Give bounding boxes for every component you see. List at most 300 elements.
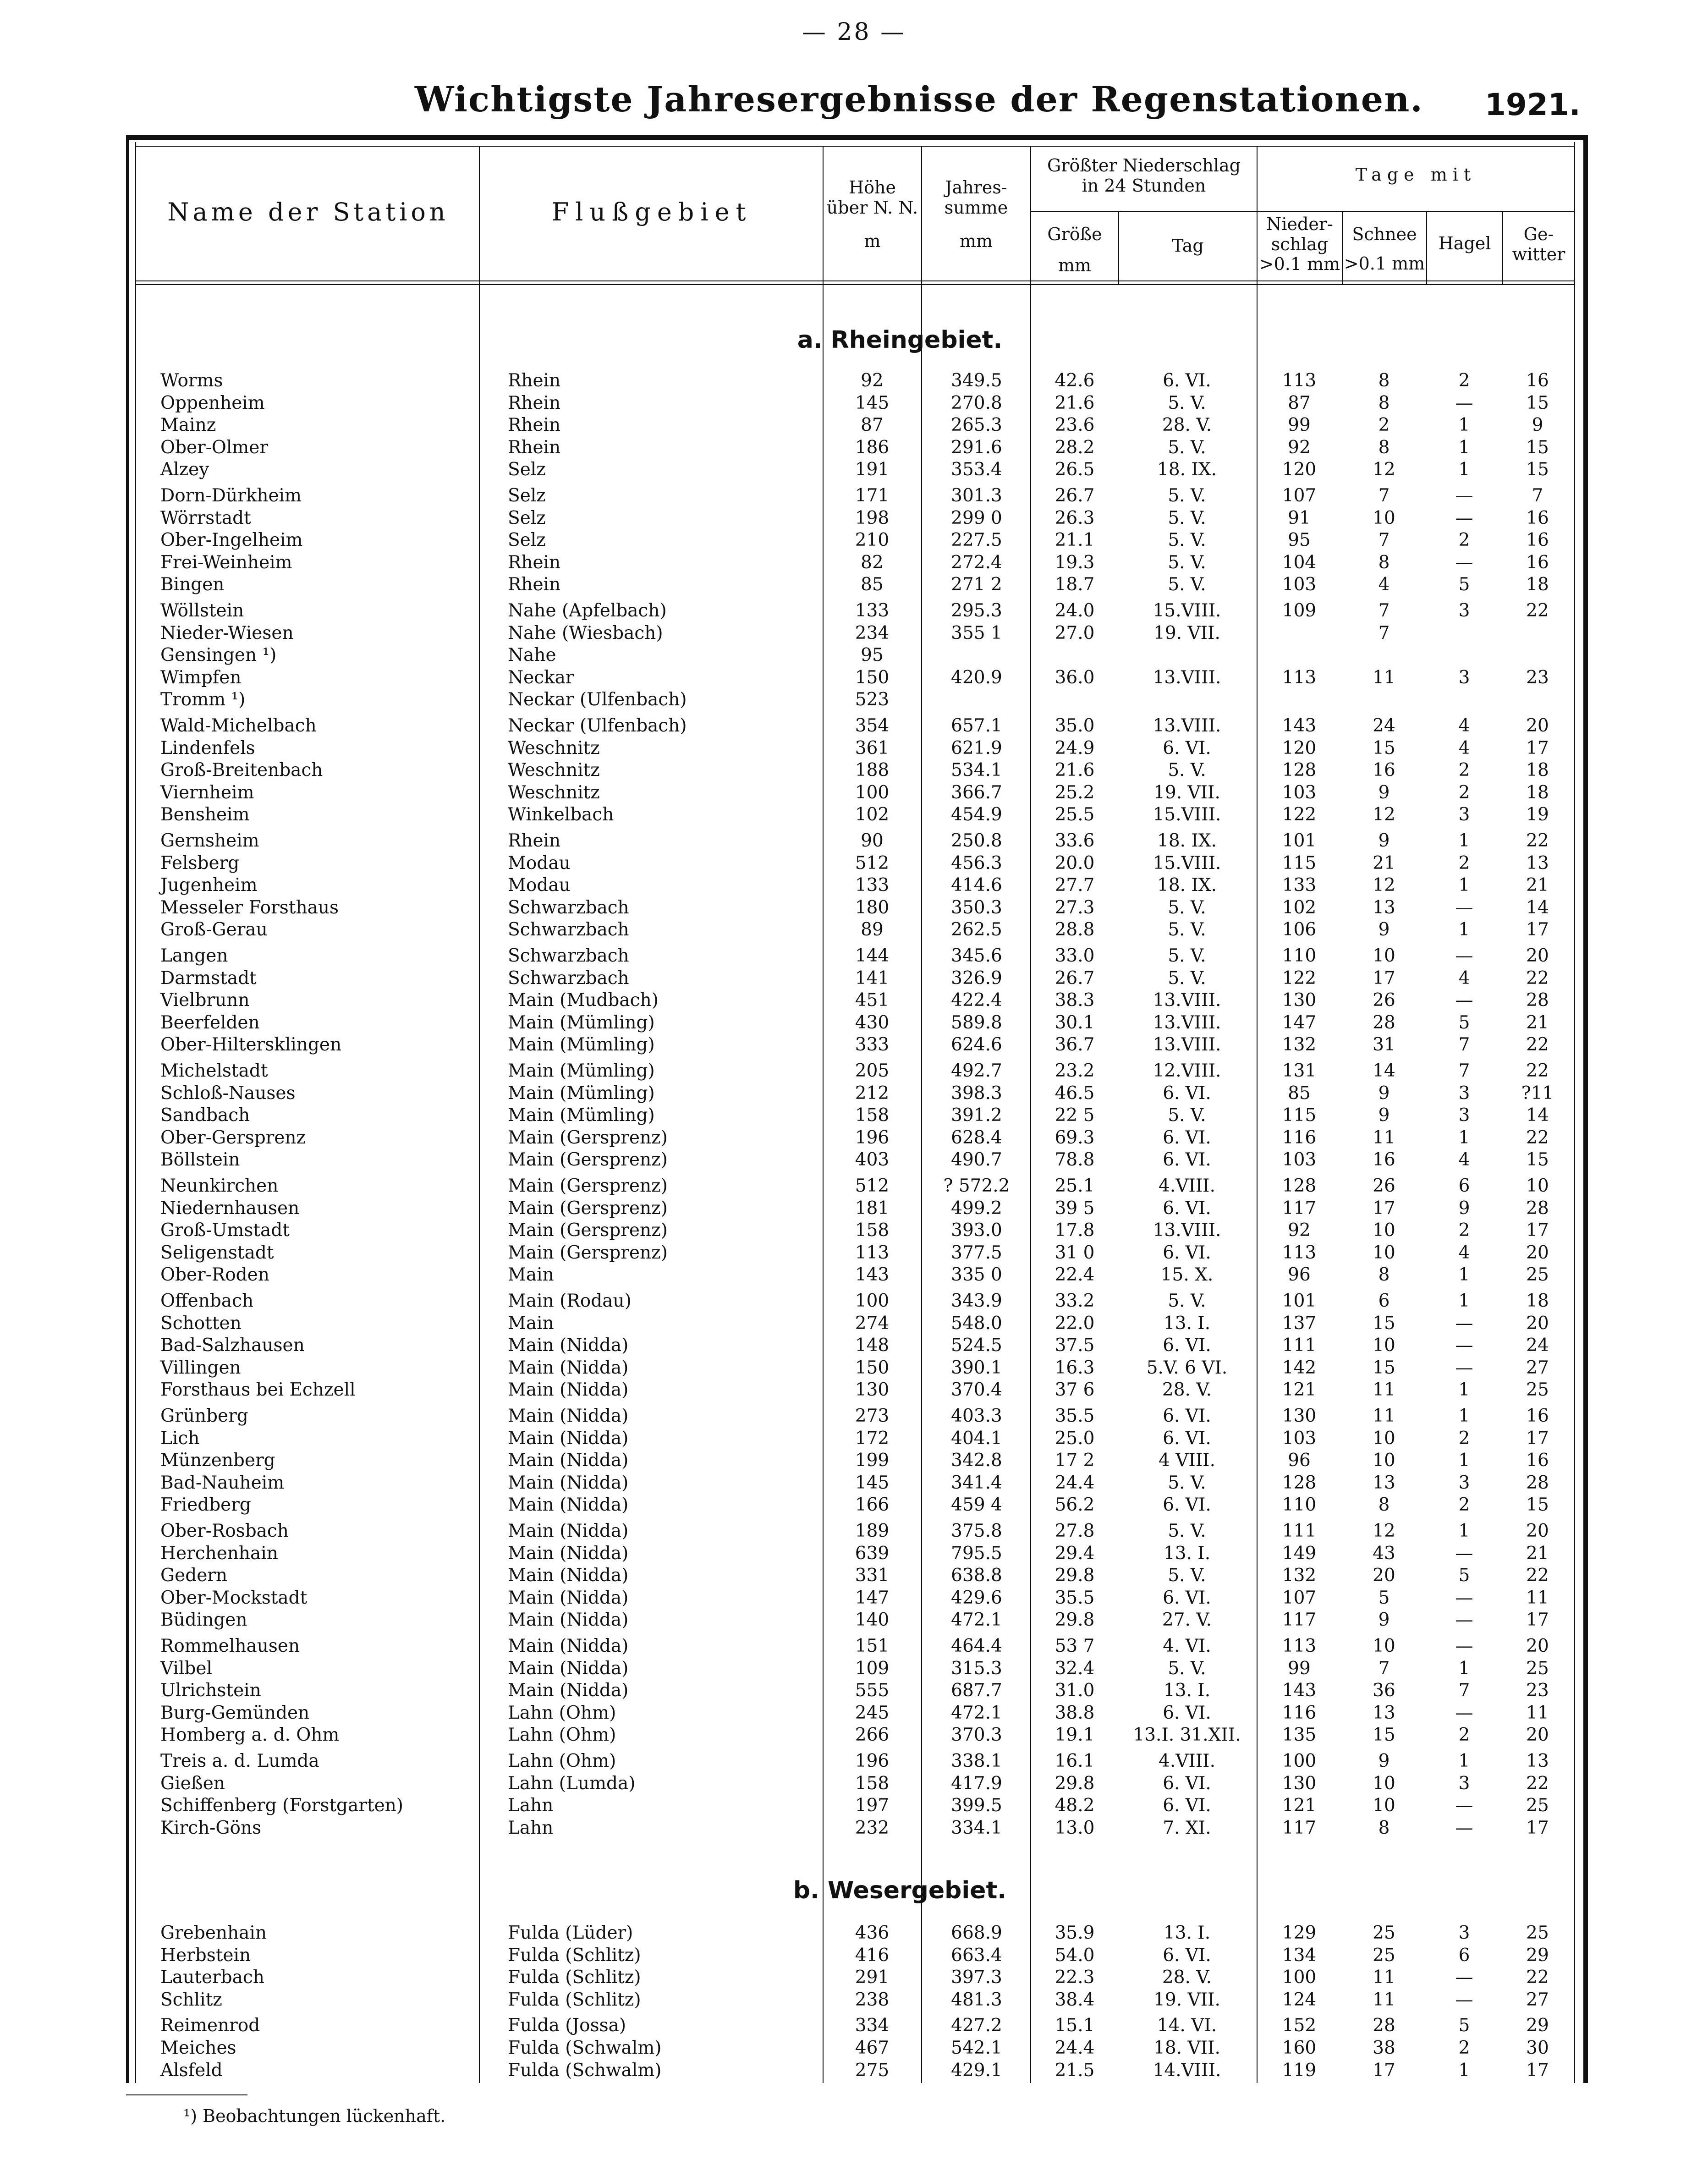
cell-flussgebiet: Neckar (Ulfenbach) bbox=[508, 689, 687, 710]
cell-niederschlag-tage: 110 bbox=[1282, 945, 1317, 966]
cell-schnee-tage: 17 bbox=[1373, 1198, 1395, 1219]
cell-hagel-tage: — bbox=[1455, 1357, 1473, 1378]
cell-station-name: Vilbel bbox=[160, 1658, 212, 1679]
cell-schnee-tage: 7 bbox=[1378, 530, 1390, 551]
cell-schnee-tage: 11 bbox=[1373, 1406, 1395, 1426]
cell-tag: 6. VI. bbox=[1163, 1406, 1211, 1426]
cell-tag: 15.VIII. bbox=[1153, 600, 1221, 621]
cell-groesse: 16.1 bbox=[1054, 1751, 1095, 1771]
cell-station-name: Rommelhausen bbox=[160, 1636, 300, 1656]
cell-hagel-tage: 1 bbox=[1458, 1658, 1470, 1679]
cell-tag: 5. V. bbox=[1168, 437, 1206, 458]
cell-groesse: 22.4 bbox=[1054, 1264, 1095, 1286]
cell-jahressumme: 265.3 bbox=[951, 415, 1002, 436]
cell-tag: 7. XI. bbox=[1163, 1817, 1211, 1838]
table-row bbox=[0, 715, 1708, 737]
cell-groesse: 19.3 bbox=[1054, 552, 1095, 573]
cell-gewitter-tage: 17 bbox=[1526, 1220, 1549, 1241]
cell-niederschlag-tage: 121 bbox=[1282, 1795, 1317, 1816]
cell-hoehe: 113 bbox=[855, 1242, 890, 1263]
cell-tag: 5. V. bbox=[1168, 945, 1206, 966]
cell-flussgebiet: Fulda (Schlitz) bbox=[508, 1945, 641, 1966]
cell-jahressumme: 481.3 bbox=[951, 1989, 1002, 2010]
header-schnee-line1: Schnee bbox=[1352, 224, 1417, 244]
cell-gewitter-tage: 14 bbox=[1526, 897, 1549, 918]
header-tag: Tag bbox=[1172, 236, 1204, 256]
cell-flussgebiet: Nahe (Apfelbach) bbox=[508, 600, 667, 621]
cell-gewitter-tage: ?11 bbox=[1521, 1083, 1554, 1104]
cell-jahressumme: 548.0 bbox=[951, 1313, 1002, 1334]
cell-niederschlag-tage: 100 bbox=[1282, 1751, 1317, 1771]
cell-tag: 5. V. bbox=[1168, 552, 1206, 573]
cell-flussgebiet: Modau bbox=[508, 852, 571, 874]
cell-gewitter-tage: 28 bbox=[1526, 1472, 1549, 1493]
cell-schnee-tage: 10 bbox=[1373, 1773, 1395, 1794]
cell-tag: 18. VII. bbox=[1153, 2038, 1220, 2058]
cell-flussgebiet: Weschnitz bbox=[508, 737, 600, 758]
table-row bbox=[0, 1473, 1708, 1495]
header-schnee bbox=[1343, 225, 1426, 274]
cell-jahressumme: 227.5 bbox=[951, 530, 1002, 551]
cell-hoehe: 158 bbox=[855, 1105, 890, 1126]
cell-hagel-tage: 6 bbox=[1458, 1945, 1470, 1966]
cell-station-name: Dorn-Dürkheim bbox=[160, 485, 302, 506]
header-sub-rule bbox=[1030, 211, 1257, 212]
cell-tag: 5. V. bbox=[1168, 760, 1206, 781]
cell-hoehe: 234 bbox=[855, 622, 890, 643]
cell-jahressumme: 456.3 bbox=[951, 852, 1002, 874]
cell-niederschlag-tage: 142 bbox=[1282, 1357, 1317, 1378]
cell-schnee-tage: 12 bbox=[1373, 875, 1395, 896]
cell-gewitter-tage: 10 bbox=[1526, 1176, 1549, 1196]
cell-jahressumme: 657.1 bbox=[951, 715, 1002, 736]
cell-schnee-tage: 8 bbox=[1378, 437, 1390, 458]
header-groesster-niederschlag bbox=[1031, 156, 1257, 196]
cell-jahressumme: 335 0 bbox=[951, 1264, 1002, 1286]
cell-groesse: 33.2 bbox=[1054, 1291, 1095, 1311]
table-row bbox=[0, 1242, 1708, 1264]
cell-station-name: Darmstadt bbox=[160, 967, 257, 989]
cell-groesse: 21.6 bbox=[1054, 392, 1095, 413]
cell-gewitter-tage: 20 bbox=[1526, 1313, 1549, 1334]
cell-station-name: Bensheim bbox=[160, 804, 250, 825]
cell-groesse: 37 6 bbox=[1054, 1380, 1095, 1401]
cell-hoehe: 186 bbox=[855, 437, 890, 458]
table-row bbox=[0, 1818, 1708, 1840]
header-nied-line3: >0.1 mm bbox=[1259, 254, 1340, 275]
cell-jahressumme: 315.3 bbox=[951, 1658, 1002, 1679]
cell-hagel-tage: 3 bbox=[1458, 1472, 1470, 1493]
cell-niederschlag-tage: 113 bbox=[1282, 1242, 1317, 1263]
cell-hoehe: 144 bbox=[855, 945, 890, 966]
cell-tag: 5. V. bbox=[1168, 1472, 1206, 1493]
cell-gewitter-tage: 22 bbox=[1526, 967, 1549, 989]
cell-hoehe: 172 bbox=[855, 1428, 890, 1449]
page-number: — 28 — bbox=[802, 18, 906, 46]
cell-station-name: Bad-Nauheim bbox=[160, 1472, 285, 1493]
cell-groesse: 29.8 bbox=[1054, 1565, 1095, 1586]
cell-groesse: 16.3 bbox=[1054, 1357, 1095, 1378]
cell-station-name: Seligenstadt bbox=[160, 1242, 274, 1263]
cell-hoehe: 555 bbox=[855, 1680, 890, 1701]
cell-station-name: Wörrstadt bbox=[160, 507, 251, 528]
cell-gewitter-tage: 21 bbox=[1526, 1543, 1549, 1564]
cell-tag: 5. V. bbox=[1168, 1291, 1206, 1311]
cell-hagel-tage: 1 bbox=[1458, 1127, 1470, 1148]
cell-hoehe: 109 bbox=[855, 1658, 890, 1679]
table-row bbox=[0, 2038, 1708, 2060]
cell-gewitter-tage: 15 bbox=[1526, 437, 1549, 458]
cell-hagel-tage: — bbox=[1455, 945, 1473, 966]
cell-station-name: Vielbrunn bbox=[160, 990, 250, 1011]
cell-gewitter-tage: 22 bbox=[1526, 1127, 1549, 1148]
cell-tag: 5. V. bbox=[1168, 574, 1206, 595]
cell-hoehe: 639 bbox=[855, 1543, 890, 1564]
header-jahressumme bbox=[922, 178, 1030, 252]
cell-schnee-tage: 6 bbox=[1378, 1291, 1390, 1311]
header-gew-line1: Ge- bbox=[1523, 224, 1554, 244]
cell-station-name: Oppenheim bbox=[160, 392, 265, 413]
table-row bbox=[0, 1358, 1708, 1380]
cell-groesse: 27.3 bbox=[1054, 897, 1095, 918]
cell-jahressumme: 250.8 bbox=[951, 830, 1002, 851]
cell-station-name: Herchenhain bbox=[160, 1543, 278, 1564]
cell-flussgebiet: Winkelbach bbox=[508, 804, 614, 825]
cell-gewitter-tage: 13 bbox=[1526, 852, 1549, 874]
cell-gewitter-tage: 15 bbox=[1526, 392, 1549, 413]
cell-schnee-tage: 12 bbox=[1373, 459, 1395, 480]
cell-jahressumme: 291.6 bbox=[951, 437, 1002, 458]
table-row bbox=[0, 1149, 1708, 1171]
table-row bbox=[0, 1198, 1708, 1220]
cell-niederschlag-tage: 96 bbox=[1288, 1264, 1311, 1286]
cell-groesse: 20.0 bbox=[1054, 852, 1095, 874]
cell-niederschlag-tage: 124 bbox=[1282, 1989, 1317, 2010]
cell-schnee-tage: 16 bbox=[1373, 760, 1395, 781]
cell-jahressumme: 621.9 bbox=[951, 737, 1002, 758]
cell-tag: 6. VI. bbox=[1163, 1795, 1211, 1816]
cell-hagel-tage: 3 bbox=[1458, 1923, 1470, 1943]
header-niederschlag-tage bbox=[1258, 214, 1342, 275]
cell-hagel-tage: 2 bbox=[1458, 370, 1470, 391]
cell-tag: 13.VIII. bbox=[1153, 990, 1221, 1011]
cell-hagel-tage: — bbox=[1455, 1702, 1473, 1723]
cell-gewitter-tage: 29 bbox=[1526, 1945, 1549, 1966]
cell-hoehe: 403 bbox=[855, 1149, 890, 1171]
cell-jahressumme: 326.9 bbox=[951, 967, 1002, 989]
cell-gewitter-tage: 18 bbox=[1526, 760, 1549, 781]
cell-hagel-tage: — bbox=[1455, 1817, 1473, 1838]
cell-schnee-tage: 16 bbox=[1373, 1149, 1395, 1171]
cell-schnee-tage: 9 bbox=[1378, 830, 1390, 851]
cell-hagel-tage: — bbox=[1455, 1587, 1473, 1608]
cell-station-name: Felsberg bbox=[160, 852, 240, 874]
cell-gewitter-tage: 16 bbox=[1526, 1450, 1549, 1471]
cell-jahressumme: 403.3 bbox=[951, 1406, 1002, 1426]
cell-niederschlag-tage: 135 bbox=[1282, 1725, 1317, 1746]
cell-jahressumme: 490.7 bbox=[951, 1149, 1002, 1171]
cell-flussgebiet: Neckar bbox=[508, 667, 574, 688]
cell-tag: 6. VI. bbox=[1163, 1242, 1211, 1263]
cell-station-name: Gedern bbox=[160, 1565, 228, 1586]
cell-groesse: 23.6 bbox=[1054, 415, 1095, 436]
cell-groesse: 35.5 bbox=[1054, 1587, 1095, 1608]
cell-gewitter-tage: 25 bbox=[1526, 1658, 1549, 1679]
table-row bbox=[0, 990, 1708, 1012]
cell-groesse: 54.0 bbox=[1054, 1945, 1095, 1966]
cell-station-name: Herbstein bbox=[160, 1945, 251, 1966]
cell-niederschlag-tage: 107 bbox=[1282, 485, 1317, 506]
cell-hoehe: 150 bbox=[855, 1357, 890, 1378]
cell-schnee-tage: 25 bbox=[1373, 1923, 1395, 1943]
cell-hagel-tage: 4 bbox=[1458, 715, 1470, 736]
table-row bbox=[0, 1291, 1708, 1313]
cell-station-name: Wöllstein bbox=[160, 600, 244, 621]
cell-flussgebiet: Main (Mümling) bbox=[508, 1012, 655, 1033]
cell-hoehe: 102 bbox=[855, 804, 890, 825]
cell-groesse: 42.6 bbox=[1054, 370, 1095, 391]
cell-station-name: Frei-Weinheim bbox=[160, 552, 292, 573]
cell-gewitter-tage: 20 bbox=[1526, 1636, 1549, 1656]
table-row bbox=[0, 1034, 1708, 1056]
cell-groesse: 21.1 bbox=[1054, 530, 1095, 551]
table-row bbox=[0, 1773, 1708, 1795]
cell-groesse: 36.7 bbox=[1054, 1034, 1095, 1055]
header-schnee-line2: >0.1 mm bbox=[1344, 253, 1425, 274]
table-row bbox=[0, 393, 1708, 415]
cell-hoehe: 133 bbox=[855, 600, 890, 621]
cell-station-name: Ober-Olmer bbox=[160, 437, 268, 458]
cell-hagel-tage: — bbox=[1455, 1335, 1473, 1356]
cell-schnee-tage: 2 bbox=[1378, 415, 1390, 436]
cell-gewitter-tage: 9 bbox=[1532, 415, 1543, 436]
cell-gewitter-tage: 17 bbox=[1526, 2060, 1549, 2081]
cell-niederschlag-tage: 103 bbox=[1282, 782, 1317, 803]
cell-flussgebiet: Selz bbox=[508, 507, 546, 528]
cell-station-name: Forsthaus bei Echzell bbox=[160, 1380, 356, 1401]
cell-schnee-tage: 9 bbox=[1378, 1751, 1390, 1771]
cell-hoehe: 523 bbox=[855, 689, 890, 710]
cell-gewitter-tage: 24 bbox=[1526, 1335, 1549, 1356]
cell-groesse: 35.0 bbox=[1054, 715, 1095, 736]
cell-hagel-tage: — bbox=[1455, 485, 1473, 506]
cell-tag: 5. V. bbox=[1168, 530, 1206, 551]
cell-hoehe: 205 bbox=[855, 1061, 890, 1081]
cell-tag: 28. V. bbox=[1162, 415, 1212, 436]
cell-gewitter-tage: 19 bbox=[1526, 804, 1549, 825]
cell-flussgebiet: Weschnitz bbox=[508, 760, 600, 781]
cell-station-name: Ober-Mockstadt bbox=[160, 1587, 308, 1608]
cell-schnee-tage: 10 bbox=[1373, 945, 1395, 966]
cell-tag: 5. V. bbox=[1168, 1565, 1206, 1586]
cell-gewitter-tage: 20 bbox=[1526, 945, 1549, 966]
cell-hoehe: 150 bbox=[855, 667, 890, 688]
header-summe-line2: summe bbox=[944, 197, 1008, 218]
cell-station-name: Viernheim bbox=[160, 782, 254, 803]
table-row bbox=[0, 919, 1708, 941]
cell-niederschlag-tage: 115 bbox=[1282, 1105, 1317, 1126]
cell-hoehe: 198 bbox=[855, 507, 890, 528]
cell-station-name: Meiches bbox=[160, 2038, 236, 2058]
cell-flussgebiet: Main (Nidda) bbox=[508, 1495, 629, 1516]
header-flussgebiet: Flußgebiet bbox=[551, 198, 752, 226]
cell-flussgebiet: Main (Mümling) bbox=[508, 1105, 655, 1126]
cell-flussgebiet: Main (Gersprenz) bbox=[508, 1242, 668, 1263]
cell-station-name: Beerfelden bbox=[160, 1012, 260, 1033]
cell-hoehe: 181 bbox=[855, 1198, 890, 1219]
cell-schnee-tage: 11 bbox=[1373, 1989, 1395, 2010]
cell-tag: 6. VI. bbox=[1163, 1083, 1211, 1104]
table-row bbox=[0, 738, 1708, 760]
cell-flussgebiet: Main (Nidda) bbox=[508, 1610, 629, 1631]
cell-flussgebiet: Modau bbox=[508, 875, 571, 896]
cell-niederschlag-tage: 160 bbox=[1282, 2038, 1317, 2058]
cell-jahressumme: 427.2 bbox=[951, 2015, 1002, 2036]
header-groesse-unit: mm bbox=[1058, 255, 1092, 275]
cell-hoehe: 191 bbox=[855, 459, 890, 480]
cell-station-name: Ober-Rosbach bbox=[160, 1521, 289, 1541]
cell-groesse: 46.5 bbox=[1054, 1083, 1095, 1104]
cell-niederschlag-tage: 128 bbox=[1282, 760, 1317, 781]
cell-schnee-tage: 7 bbox=[1378, 485, 1390, 506]
cell-gewitter-tage: 20 bbox=[1526, 715, 1549, 736]
cell-jahressumme: 393.0 bbox=[951, 1220, 1002, 1241]
cell-flussgebiet: Rhein bbox=[508, 830, 561, 851]
cell-tag: 6. VI. bbox=[1163, 370, 1211, 391]
cell-schnee-tage: 10 bbox=[1373, 507, 1395, 528]
cell-jahressumme: 366.7 bbox=[951, 782, 1002, 803]
table-row bbox=[0, 782, 1708, 804]
cell-flussgebiet: Schwarzbach bbox=[508, 967, 629, 989]
cell-groesse: 38.3 bbox=[1054, 990, 1095, 1011]
cell-hoehe: 141 bbox=[855, 967, 890, 989]
frame-line bbox=[135, 146, 1574, 147]
cell-jahressumme: 343.9 bbox=[951, 1291, 1002, 1311]
table-row bbox=[0, 1795, 1708, 1817]
cell-hagel-tage: 1 bbox=[1458, 437, 1470, 458]
cell-flussgebiet: Main (Nidda) bbox=[508, 1636, 629, 1656]
cell-hoehe: 145 bbox=[855, 1472, 890, 1493]
cell-jahressumme: 271 2 bbox=[951, 574, 1002, 595]
table-row bbox=[0, 485, 1708, 507]
cell-jahressumme: 638.8 bbox=[951, 1565, 1002, 1586]
cell-gewitter-tage: 27 bbox=[1526, 1989, 1549, 2010]
table-row bbox=[0, 1990, 1708, 2012]
cell-schnee-tage: 11 bbox=[1373, 1380, 1395, 1401]
table-row bbox=[0, 437, 1708, 459]
cell-gewitter-tage: 22 bbox=[1526, 1773, 1549, 1794]
cell-gewitter-tage: 17 bbox=[1526, 1817, 1549, 1838]
cell-gewitter-tage: 14 bbox=[1526, 1105, 1549, 1126]
cell-jahressumme: 464.4 bbox=[951, 1636, 1002, 1656]
cell-tag: 6. VI. bbox=[1163, 1587, 1211, 1608]
cell-tag: 19. VII. bbox=[1153, 782, 1220, 803]
cell-station-name: Treis a. d. Lumda bbox=[160, 1751, 319, 1771]
cell-tag: 27. V. bbox=[1162, 1610, 1212, 1631]
cell-tag: 5. V. bbox=[1168, 897, 1206, 918]
cell-hoehe: 334 bbox=[855, 2015, 890, 2036]
cell-station-name: Jugenheim bbox=[160, 875, 258, 896]
table-row bbox=[0, 1220, 1708, 1242]
cell-flussgebiet: Main bbox=[508, 1313, 554, 1334]
cell-station-name: Schiffenberg (Forstgarten) bbox=[160, 1795, 404, 1816]
table-row bbox=[0, 508, 1708, 530]
cell-station-name: Burg-Gemünden bbox=[160, 1702, 310, 1723]
cell-hoehe: 130 bbox=[855, 1380, 890, 1401]
cell-flussgebiet: Main (Gersprenz) bbox=[508, 1198, 668, 1219]
cell-schnee-tage: 9 bbox=[1378, 1610, 1390, 1631]
table-row bbox=[0, 623, 1708, 645]
cell-tag: 6. VI. bbox=[1163, 1773, 1211, 1794]
table-row bbox=[0, 1083, 1708, 1105]
cell-niederschlag-tage: 113 bbox=[1282, 1636, 1317, 1656]
cell-hagel-tage: — bbox=[1455, 507, 1473, 528]
cell-groesse: 29.4 bbox=[1054, 1543, 1095, 1564]
cell-jahressumme: 542.1 bbox=[951, 2038, 1002, 2058]
cell-hoehe: 95 bbox=[861, 645, 884, 666]
cell-niederschlag-tage: 92 bbox=[1288, 1220, 1311, 1241]
cell-jahressumme: 534.1 bbox=[951, 760, 1002, 781]
cell-flussgebiet: Lahn (Lumda) bbox=[508, 1773, 636, 1794]
cell-hagel-tage: 4 bbox=[1458, 967, 1470, 989]
cell-groesse: 28.2 bbox=[1054, 437, 1095, 458]
cell-groesse: 56.2 bbox=[1054, 1495, 1095, 1516]
cell-schnee-tage: 9 bbox=[1378, 782, 1390, 803]
cell-groesse: 24.4 bbox=[1054, 1472, 1095, 1493]
cell-hoehe: 451 bbox=[855, 990, 890, 1011]
cell-schnee-tage: 17 bbox=[1373, 967, 1395, 989]
cell-gewitter-tage: 15 bbox=[1526, 1149, 1549, 1171]
cell-hoehe: 90 bbox=[861, 830, 884, 851]
cell-tag: 5.V. 6 VI. bbox=[1146, 1357, 1228, 1378]
cell-schnee-tage: 13 bbox=[1373, 897, 1395, 918]
cell-niederschlag-tage: 104 bbox=[1282, 552, 1317, 573]
cell-schnee-tage: 4 bbox=[1378, 574, 1390, 595]
cell-station-name: Villingen bbox=[160, 1357, 241, 1378]
cell-flussgebiet: Lahn (Ohm) bbox=[508, 1725, 616, 1746]
table-row bbox=[0, 1450, 1708, 1472]
cell-groesse: 26.7 bbox=[1054, 967, 1095, 989]
cell-hagel-tage: — bbox=[1455, 1989, 1473, 2010]
cell-hoehe: 232 bbox=[855, 1817, 890, 1838]
cell-jahressumme: 299 0 bbox=[951, 507, 1002, 528]
cell-flussgebiet: Weschnitz bbox=[508, 782, 600, 803]
cell-hoehe: 188 bbox=[855, 760, 890, 781]
cell-niederschlag-tage: 116 bbox=[1282, 1702, 1317, 1723]
cell-groesse: 24.0 bbox=[1054, 600, 1095, 621]
cell-jahressumme: 414.6 bbox=[951, 875, 1002, 896]
cell-gewitter-tage: 20 bbox=[1526, 1521, 1549, 1541]
cell-hagel-tage: 1 bbox=[1458, 1291, 1470, 1311]
cell-hagel-tage: 1 bbox=[1458, 415, 1470, 436]
cell-flussgebiet: Fulda (Schlitz) bbox=[508, 1967, 641, 1988]
cell-station-name: Ober-Ingelheim bbox=[160, 530, 303, 551]
cell-schnee-tage: 10 bbox=[1373, 1450, 1395, 1471]
cell-station-name: Bingen bbox=[160, 574, 225, 595]
cell-gewitter-tage: 28 bbox=[1526, 990, 1549, 1011]
cell-gewitter-tage: 18 bbox=[1526, 1291, 1549, 1311]
table-row bbox=[0, 1565, 1708, 1587]
cell-groesse: 35.5 bbox=[1054, 1406, 1095, 1426]
cell-niederschlag-tage: 87 bbox=[1288, 392, 1311, 413]
cell-jahressumme: 624.6 bbox=[951, 1034, 1002, 1055]
table-row bbox=[0, 2060, 1708, 2082]
cell-schnee-tage: 10 bbox=[1373, 1220, 1395, 1241]
cell-niederschlag-tage: 133 bbox=[1282, 875, 1317, 896]
cell-tag: 28. V. bbox=[1162, 1967, 1212, 1988]
cell-hoehe: 180 bbox=[855, 897, 890, 918]
cell-niederschlag-tage: 130 bbox=[1282, 990, 1317, 1011]
